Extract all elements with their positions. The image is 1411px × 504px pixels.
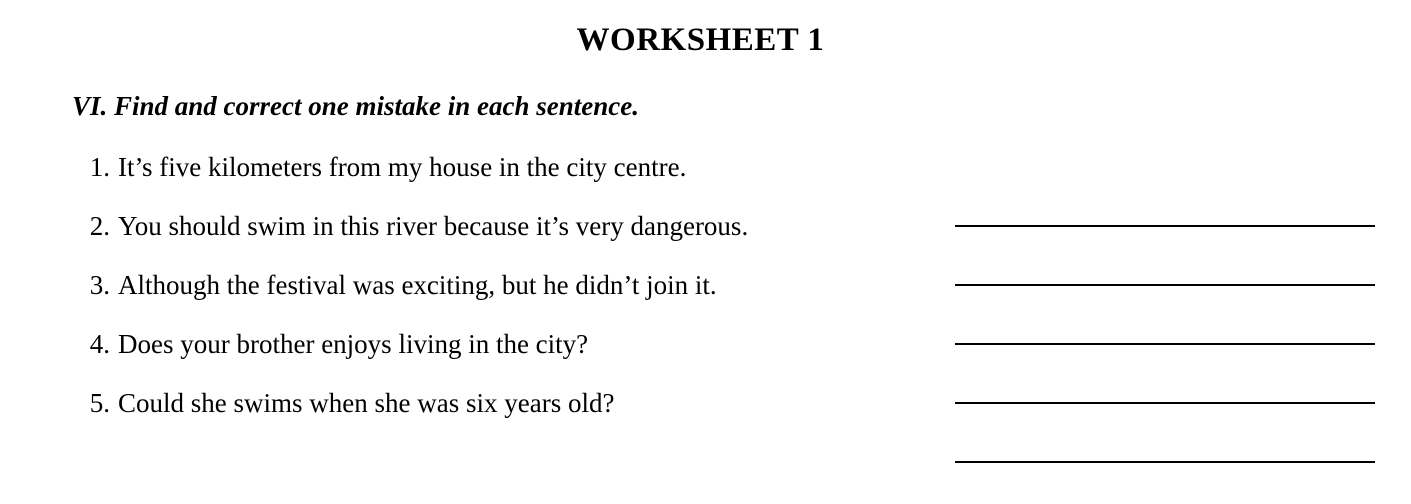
page-title: WORKSHEET 1 [576,22,825,58]
list-item [0,211,1411,270]
item-text: It’s five kilometers from my house in the city centre. [118,152,687,182]
item-text: Could she swims when she was six years old? [118,388,615,418]
item-number: 4. [89,329,110,359]
list-item [0,270,1411,329]
list-item [0,152,1411,211]
exercise-instruction: VI. Find and correct one mistake in each sentence. [72,91,639,121]
item-number: 3. [89,270,110,300]
worksheet-page [0,22,1411,504]
item-text: You should swim in this river because it’s very dangerous. [118,211,749,241]
item-number: 5. [89,388,110,418]
answer-blank-line[interactable] [955,461,1375,463]
item-number: 2. [89,211,110,241]
answer-blank-line[interactable] [955,402,1375,404]
list-item [0,388,1411,447]
list-item [0,329,1411,388]
answer-blank-line[interactable] [955,284,1375,286]
item-text: Although the festival was exciting, but he didn’t join it. [118,270,717,300]
answer-blank-line[interactable] [955,225,1375,227]
item-number: 1. [89,152,110,182]
item-text: Does your brother enjoys living in the city? [118,329,589,359]
answer-blank-line[interactable] [955,343,1375,345]
